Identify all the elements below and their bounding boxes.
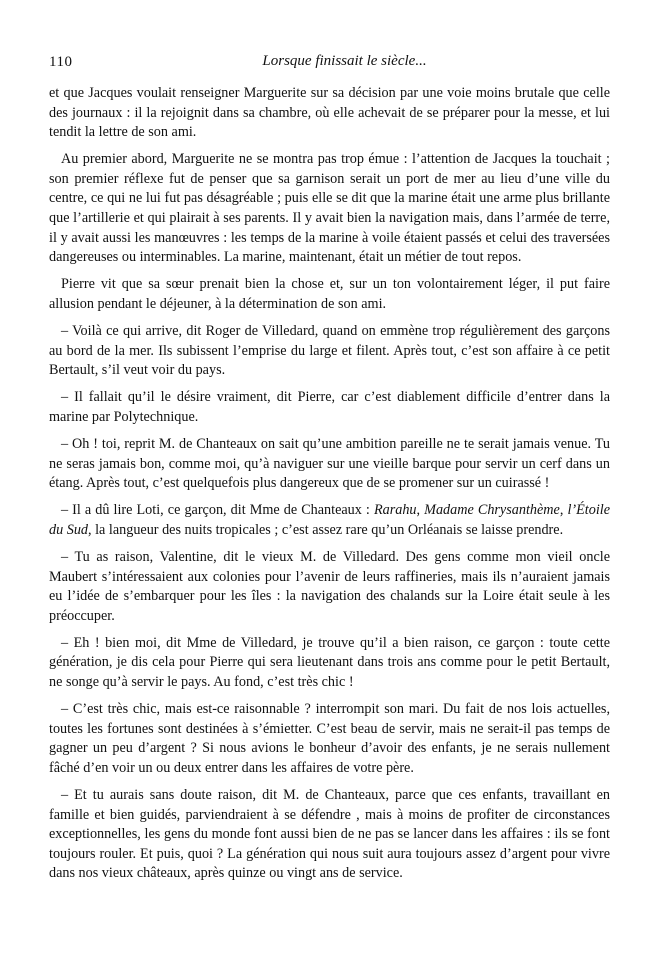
paragraph-7-lead: – Il a dû lire Loti, ce garçon, dit Mme de Chanteaux : — [61, 502, 374, 519]
paragraph-2: Au premier abord, Marguerite ne se montra pas trop émue : l’attention de Jacques la touchait ; son premier réflexe fut de penser que sa garnison serait un port de mer au lieu d’une ville du centre, ce qui ne lui fut pas désagréable ; puis elle se dit que la marine était une arme plus brillante que l’artillerie et qui plairait à ses parents. Il y avait bien la navigation mais, dans l’armée de terre, il y avait aussi les manœuvres : les temps de la marine à voile étaient passés et celui des traversées dangereuses ou interminables. La marine, maintenant, était un métier de tout repos. — [49, 151, 610, 266]
separator: , — [416, 502, 425, 519]
paragraph-11: – Et tu aurais sans doute raison, dit M. de Chanteaux, parce que ces enfants, travaillant en famille et bien guidés, parviendraient à se défendre , mais à moins de profiter de circonstances exceptionnelles, les gens du monde font aussi bien de ne pas se lancer dans les affaires : ils se font toujours rouler. Et puis, quoi ? La génération qui nous suit aura toujours assez d’argent pour vivre dans nos vieux châteaux, après quinze ou vingt ans de service. — [49, 787, 610, 882]
paragraph-7-tail: , la langueur des nuits tropicales ; c’est assez rare qu’un Orléanais se laisse prendre. — [88, 521, 564, 538]
paragraph-3: Pierre vit que sa sœur prenait bien la chose et, sur un ton volontairement léger, il put faire allusion pendant le déjeuner, à la détermination de son ami. — [49, 276, 610, 312]
paragraph-7 — [49, 501, 610, 540]
body-text — [49, 84, 610, 884]
paragraph-8: – Tu as raison, Valentine, dit le vieux M. de Villedard. Des gens comme mon vieil oncle Maubert s’intéressaient aux colonies pour l’avenir de leurs raffineries, mais ils n’auraient jamais eu l’idée de s’embarquer pour les îles : la navigation des chalands sur la Loire était seule à les préoccuper. — [49, 548, 610, 624]
paragraph-6: – Oh ! toi, reprit M. de Chanteaux on sait qu’une ambition pareille ne te serait jamais venue. Tu ne seras jamais bon, comme moi, qu’à naviguer sur une vieille barque pour servir un cerf dans un étang. Après tout, c’est quelquefois plus dangereux que de se promener sur un cuirassé ! — [49, 436, 610, 492]
book-title-rarahu: Rarahu — [373, 502, 417, 519]
paragraph-10: – C’est très chic, mais est-ce raisonnable ? interrompit son mari. Du fait de nos lois actuelles, toutes les fortunes sont destinées à s’émietter. C’est beau de servir, mais ne serait-il pas temps de gagner un peu d’argent ? Si nous avions le bonheur d’avoir des enfants, je ne serais nullement fâché d’en voir un ou deux entrer dans les affaires de votre père. — [49, 701, 610, 776]
paragraph-4: – Voilà ce qui arrive, dit Roger de Villedard, quand on emmène trop régulièrement des garçons au bord de la mer. Ils subissent l’emprise du large et filent. Après tout, c’est son affaire à ce petit Bertault, s’il veut voir du pays. — [49, 323, 610, 379]
book-title-madame-chrysantheme: Madame Chrysanthème — [424, 502, 560, 519]
paragraph-1: et que Jacques voulait renseigner Marguerite sur sa décision par une voie moins brutale que celle des journaux : il la rejoignit dans sa chambre, où elle achevait de se préparer pour la messe, et lui tendit la lettre de son ami. — [49, 85, 610, 141]
running-title: Lorsque finissait le siècle... — [262, 53, 427, 69]
paragraph-5: – Il fallait qu’il le désire vraiment, dit Pierre, car c’est diablement difficile d’entrer dans la marine par Polytechnique. — [49, 389, 610, 425]
paragraph-9: – Eh ! bien moi, dit Mme de Villedard, je trouve qu’il a bien raison, ce garçon : toute cette génération, je dis cela pour Pierre qui sera lieutenant dans trois ans comme pour le petit Bertault, ne songe qu’à servir le pays. Au fond, c’est très chic ! — [49, 634, 610, 691]
page-number: 110 — [49, 54, 73, 70]
running-head — [49, 0, 610, 84]
separator: , — [559, 502, 568, 519]
book-title-etoile-du-sud: l’Étoile du Sud — [49, 502, 611, 538]
